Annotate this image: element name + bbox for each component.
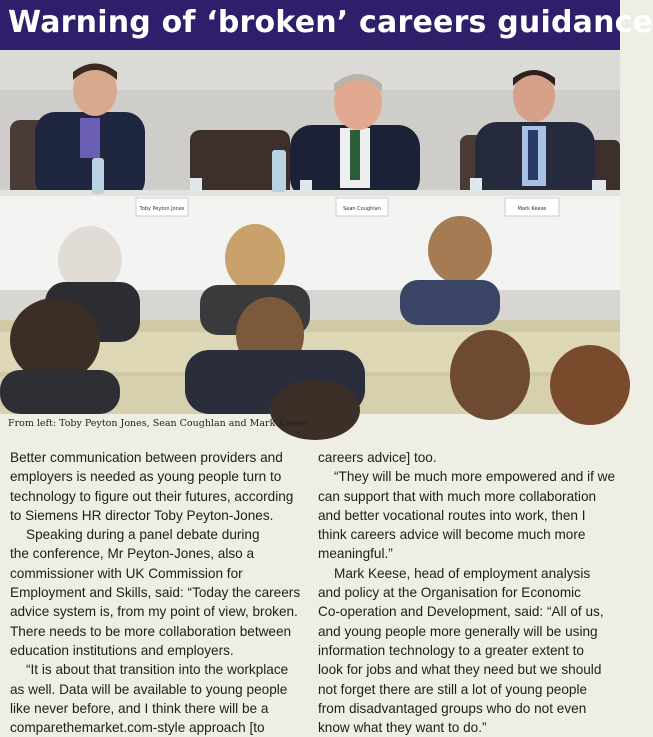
name-card-3: Mark Keese — [517, 206, 547, 212]
article-line: Better communication between providers and — [10, 450, 283, 465]
article-line: to Siemens HR director Toby Peyton-Jones. — [10, 507, 274, 523]
article-line: think careers advice will become much more — [318, 527, 586, 543]
article-right-column — [318, 448, 616, 737]
article-paragraph — [10, 448, 302, 525]
article-paragraph — [318, 564, 610, 737]
photo-caption: From left: Toby Peyton Jones, Sean Coughlan and Mark Keese — [8, 418, 307, 429]
article-line: like never before, and I think there will be a — [10, 700, 269, 716]
article-line: comparethemarket.com-style approach [to — [10, 720, 265, 736]
article-paragraph — [10, 525, 302, 660]
name-card-2: Sean Coughlan — [343, 206, 381, 212]
article-line: Employment and Skills, said: “Today the careers — [10, 585, 301, 601]
article-paragraph — [318, 467, 616, 563]
article-line: careers advice] too. — [318, 450, 437, 465]
headline-bar — [0, 0, 653, 50]
article-line: There needs to be more collaboration between — [10, 623, 292, 639]
article-paragraph — [10, 660, 302, 737]
article-line: know what they want to do.” — [318, 720, 487, 736]
article-line: “They will be much more empowered and if we — [334, 469, 616, 485]
article-line: “It is about that transition into the workplace — [26, 662, 289, 678]
article-line: can support that with much more collaboration — [318, 488, 597, 504]
panel-photo — [0, 50, 620, 414]
article-line: and policy at the Organisation for Economic — [318, 585, 581, 601]
article-line: as well. Data will be available to young people — [10, 681, 288, 697]
article-line: Co-operation and Development, said: “All of us, — [318, 604, 604, 620]
article-line: technology to figure out their futures, according — [10, 488, 294, 504]
article-line: employers is needed as young people turn to — [10, 469, 282, 485]
name-card-1: Toby Peyton Jones — [139, 206, 185, 212]
article-line: look for jobs and what they need but we should — [318, 662, 602, 678]
article-line: and young people more generally will be using — [318, 623, 598, 639]
article-line: the conference, Mr Peyton-Jones, also a — [10, 546, 255, 562]
article-line: not forget there are still a lot of young people — [318, 681, 588, 697]
article-line: Mark Keese, head of employment analysis — [334, 565, 591, 581]
article-line: and better vocational routes into work, then I — [318, 507, 586, 523]
article-paragraph — [318, 448, 610, 467]
article-left-column — [10, 448, 302, 737]
article-line: commissioner with UK Commission for — [10, 565, 243, 581]
article-line: from disadvantaged groups who do not even — [318, 700, 587, 716]
headline: Warning of ‘broken’ careers guidance — [8, 5, 653, 40]
article-line: advice system is, from my point of view, broken. — [10, 604, 298, 620]
article-line: meaningful.” — [318, 546, 393, 562]
article-line: Speaking during a panel debate during — [26, 527, 260, 543]
article-line: information technology to a greater extent to — [318, 642, 584, 658]
article-line: education institutions and employers. — [10, 642, 234, 658]
